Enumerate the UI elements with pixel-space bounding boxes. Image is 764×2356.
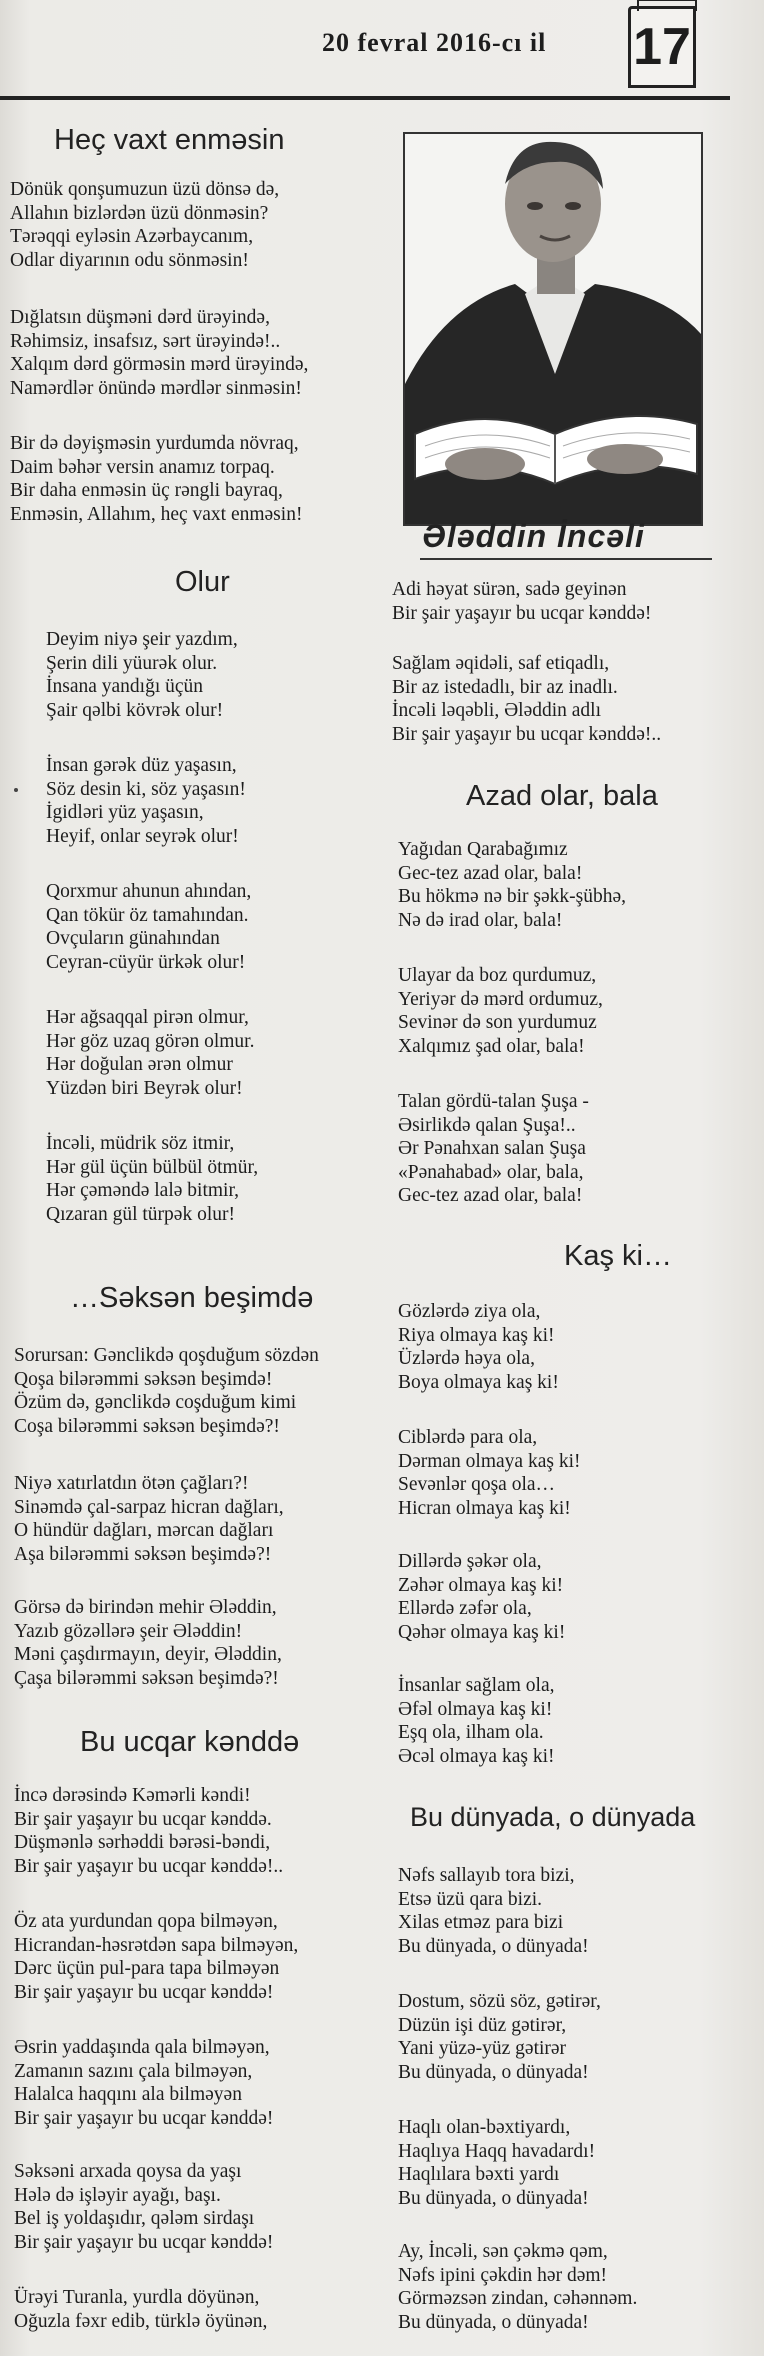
poem-stanza: Nəfs sallayıb tora bizi, Etsə üzü qara bizi. Xilas etməz para bizi Bu dünyada, o dünyada! [398,1865,589,1957]
poem-stanza: Dillərdə şəkər ola, Zəhər olmaya kaş ki! Ellərdə zəfər ola, Qəhər olmaya kaş ki! [398,1551,566,1643]
poem-stanza: Ciblərdə para ola, Dərman olmaya kaş ki! Sevənlər qoşa ola… Hicran olmaya kaş ki! [398,1427,581,1519]
poem-stanza: Bir də dəyişməsin yurdumda növraq, Daim bəhər versin anamız torpaq. Bir daha enməsin üç rəngli bayraq, Enməsin, Allahım, heç vaxt enməsin! [10,433,303,525]
poem-stanza: Öz ata yurdundan qopa bilməyən, Hicrandan-həsrətdən sapa bilməyən, Dərc üçün pul-para tapa bilməyən Bir şair yaşayır bu ucqar kənddə! [14,1911,299,2003]
poem-stanza: Yağıdan Qarabağımız Gec-tez azad olar, bala! Bu hökmə nə bir şəkk-şübhə, Nə də irad olar, bala! [398,839,627,931]
poem-stanza: Əsrin yaddaşında qala bilməyən, Zamanın sazını çala bilməyən, Halalca haqqını ala bilməyən Bir şair yaşayır bu ucqar kənddə! [14,2037,274,2129]
poem-title-azad: Azad olar, bala [466,780,658,812]
poem-stanza: Adi həyat sürən, sadə geyinən Bir şair yaşayır bu ucqar kənddə! [392,579,652,624]
caption-rule [420,558,712,560]
poem-stanza: Ulayar da boz qurdumuz, Yeriyər də mərd ordumuz, Sevinər də son yurdumuz Xalqımız şad olar, bala! [398,965,603,1057]
poem-stanza: Talan gördü-talan Şuşa - Əsirlikdə qalan Şuşa!.. Ər Pənahxan salan Şuşa «Pənahabad» olar, bala, Gec-tez azad olar, bala! [398,1091,589,1207]
poem-stanza: Sağlam əqidəli, saf etiqadlı, Bir az istedadlı, bir az inadlı. İncəli ləqəbli, Ələddin adlı Bir şair yaşayır bu ucqar kənddə!.. [392,653,662,745]
poem-stanza: İnsanlar sağlam ola, Əfəl olmaya kaş ki! Eşq ola, ilham ola. Əcəl olmaya kaş ki! [398,1675,555,1767]
poem-stanza: Səksəni arxada qoysa da yaşı Hələ də işləyir ayağı, başı. Bel iş yoldaşıdır, qələm sirdaşı Bir şair yaşayır bu ucqar kənddə! [14,2161,274,2253]
poem-title-olur: Olur [175,566,230,598]
poem-stanza: Hər ağsaqqal pirən olmur, Hər göz uzaq görən olmur. Hər doğulan ərən olmur Yüzdən biri Beyrək olur! [46,1007,255,1099]
poem-stanza: Sorursan: Gənclikdə qoşduğum sözdən Qoşa bilərəmmi səksən beşimdə! Özüm də, gənclikdə coşduğum kimi Coşa bilərəmmi səksən beşimdə?! [14,1345,319,1437]
poem-title-kas-ki: Kaş ki… [564,1240,672,1272]
page-number: 17 [633,18,691,76]
author-photo [403,132,703,526]
poem-stanza: Dönük qonşumuzun üzü dönsə də, Allahın bizlərdən üzü dönməsin? Tərəqqi eyləsin Azərbaycanım, Odlar diyarının odu sönməsin! [10,179,280,271]
poem-title-ucqar: Bu ucqar kənddə [80,1726,300,1758]
poem-stanza: İncə dərəsində Kəmərli kəndi! Bir şair yaşayır bu ucqar kənddə. Düşmənlə sərhəddi bərəsi-bəndi, Bir şair yaşayır bu ucqar kənddə!.. [14,1785,284,1877]
poem-title-dunyada: Bu dünyada, o dünyada [410,1802,696,1832]
issue-date: 20 fevral 2016-cı il [322,28,547,57]
author-portrait-image [405,134,701,524]
poem-stanza: Ürəyi Turanla, yurdla döyünən, Oğuzla fəxr edib, türklə öyünən, [14,2287,268,2332]
author-caption: Ələddin İncəli [422,518,645,554]
header-rule [0,96,730,100]
poem-stanza: Qorxmur ahunun ahından, Qan tökür öz tamahından. Ovçuların günahından Ceyran-cüyür ürkək olur! [46,881,252,973]
poem-stanza: Niyə xatırlatdın ötən çağları?! Sinəmdə çal-sarpaz hicran dağları, O hündür dağları, mərcan dağları Aşa bilərəmmi səksən beşimdə?! [14,1473,284,1565]
poem-stanza: Ay, İncəli, sən çəkmə qəm, Nəfs ipini çəkdin hər dəm! Görməzsən zindan, cəhənnəm. Bu dünyada, o dünyada! [398,2241,638,2333]
print-speck [14,788,18,792]
page-header [0,0,764,100]
page-number-box [628,6,696,88]
poem-title-hec-vaxt: Heç vaxt enməsin [54,124,285,156]
poem-stanza: Dığlatsın düşməni dərd ürəyində, Rəhimsiz, insafsız, sərt ürəyində!.. Xalqım dərd görməsin mərd ürəyində, Namərdlər önündə mərdlər sinməsin! [10,307,309,399]
poem-stanza: Dostum, sözü söz, gətirər, Düzün işi düz gətirər, Yani yüzə-yüz gətirər Bu dünyada, o dünyada! [398,1991,601,2083]
poem-stanza: Deyim niyə şeir yazdım, Şerin dili yüurək olur. İnsana yandığı üçün Şair qəlbi kövrək olur! [46,629,238,721]
poem-stanza: Gözlərdə ziya ola, Riya olmaya kaş ki! Üzlərdə həya ola, Boya olmaya kaş ki! [398,1301,559,1393]
poem-title-seksen: …Səksən beşimdə [70,1282,314,1314]
poem-stanza: Görsə də birindən mehir Ələddin, Yazıb gözəllərə şeir Ələddin! Məni çaşdırmayın, deyir, Ələddin, Çaşa bilərəmmi səksən beşimdə?! [14,1597,282,1689]
poem-stanza: İncəli, müdrik söz itmir, Hər gül üçün bülbül ötmür, Hər çəməndə lalə bitmir, Qızaran gül türpək olur! [46,1133,259,1225]
poem-stanza: Haqlı olan-bəxtiyardı, Haqlıya Haqq havadardı! Haqlılara bəxti yardı Bu dünyada, o dünyada! [398,2117,596,2209]
poem-stanza: İnsan gərək düz yaşasın, Söz desin ki, söz yaşasın! İgidləri yüz yaşasın, Heyif, onlar seyrək olur! [46,755,246,847]
